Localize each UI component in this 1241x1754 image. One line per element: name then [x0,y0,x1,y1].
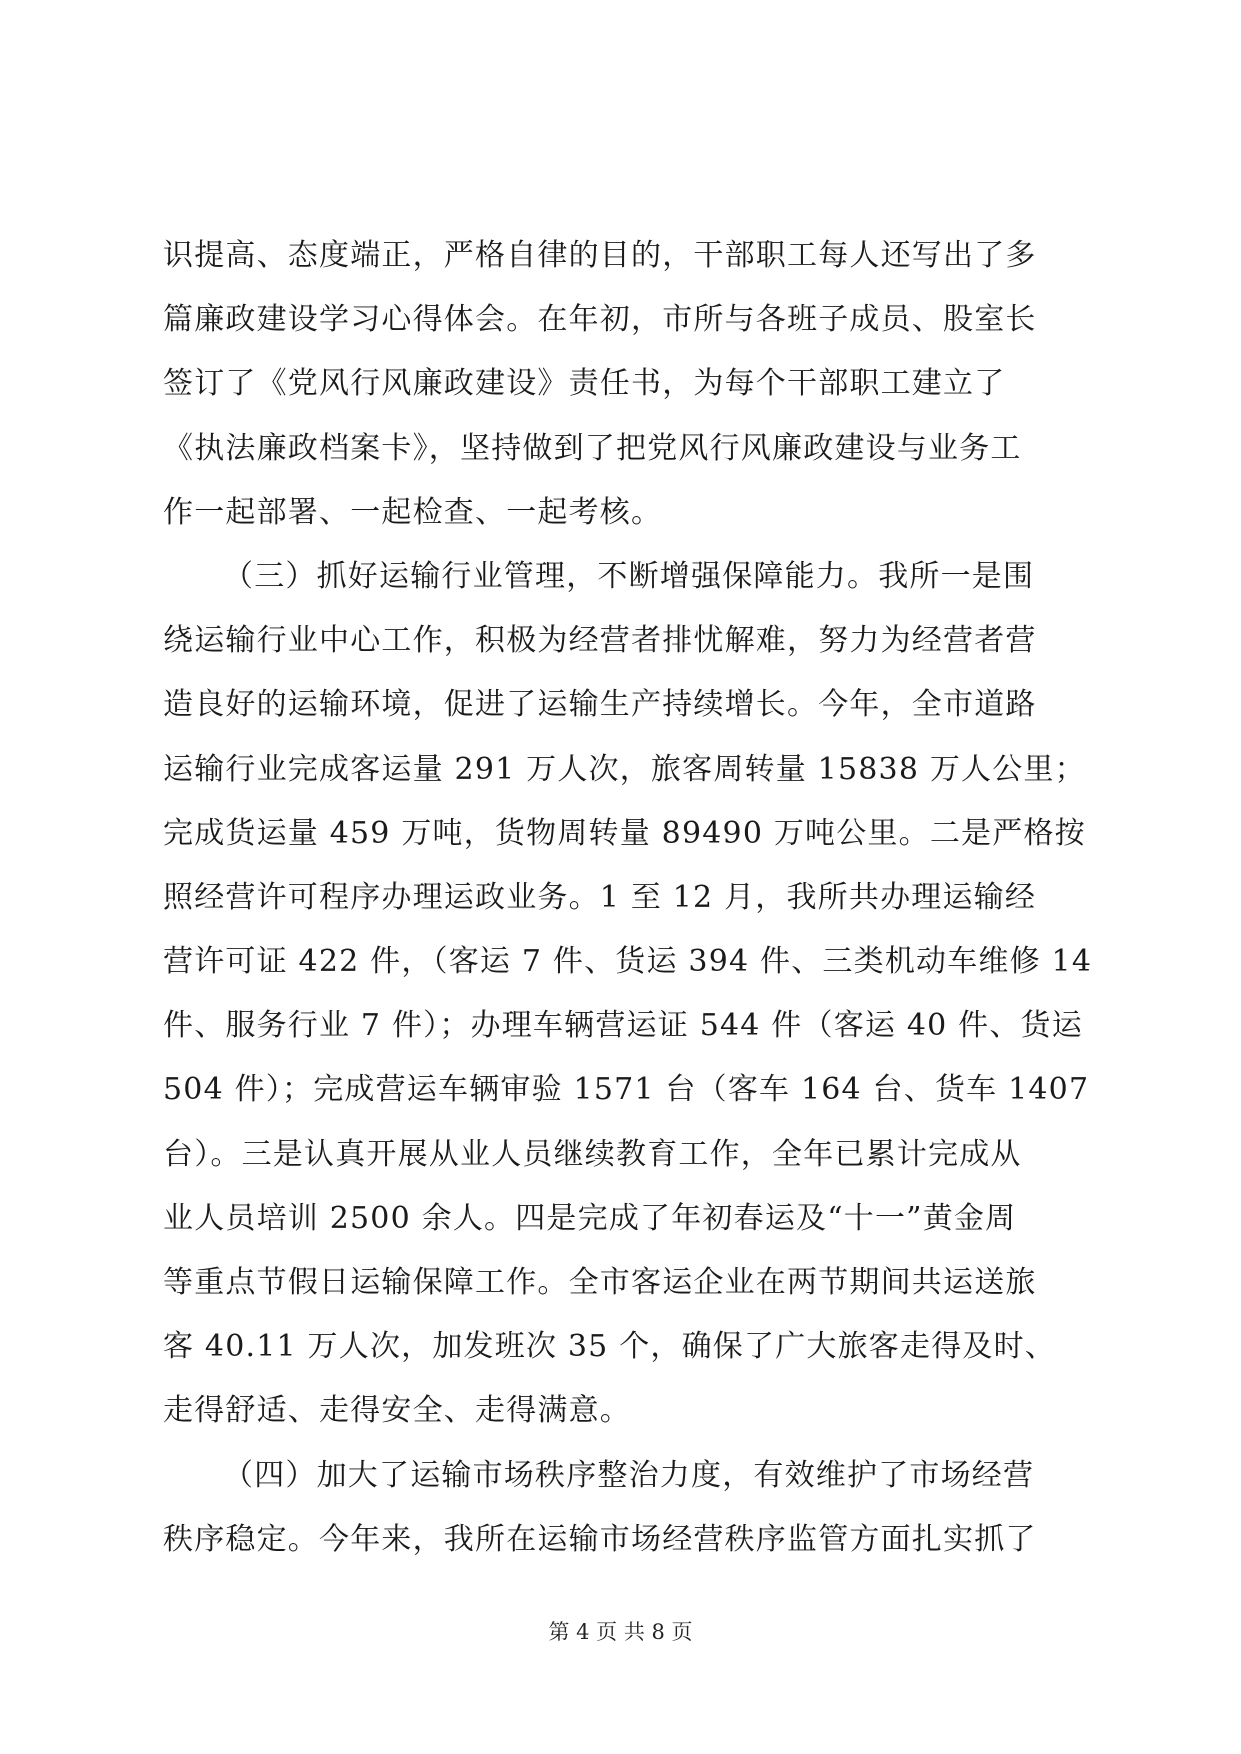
text-line: 客 40.11 万人次，加发班次 35 个，确保了广大旅客走得及时、 [163,1329,1057,1365]
text-line: 签订了《党风行风廉政建设》责任书，为每个干部职工建立了 [163,366,1006,402]
body-text [163,224,1093,1572]
text-line: 件、服务行业 7 件）；办理车辆营运证 544 件（客运 40 件、货运 [163,1008,1083,1044]
text-line: 篇廉政建设学习心得体会。在年初，市所与各班子成员、股室长 [163,302,1037,338]
text-line: 走得舒适、走得安全、走得满意。 [163,1393,631,1429]
text-line: 业人员培训 2500 余人。四是完成了年初春运及“十一”黄金周 [163,1200,1017,1236]
text-line: （四）加大了运输市场秩序整治力度，有效维护了市场经营 [223,1457,1035,1493]
text-line: 识提高、态度端正，严格自律的目的，干部职工每人还写出了多 [163,238,1037,273]
text-line: 等重点节假日运输保障工作。全市客运企业在两节期间共运送旅 [163,1265,1037,1300]
text-line: 绕运输行业中心工作，积极为经营者排忧解难，努力为经营者营 [163,623,1037,659]
text-line: 秩序稳定。今年来，我所在运输市场经营秩序监管方面扎实抓了 [163,1521,1037,1557]
text-line: 《执法廉政档案卡》，坚持做到了把党风行风廉政建设与业务工 [163,430,1022,466]
text-line: （三）抓好运输行业管理，不断增强保障能力。我所一是围 [223,558,1035,594]
text-line: 504 件）；完成营运车辆审验 1571 台（客车 164 台、货车 1407 [163,1072,1090,1108]
text-line: 作一起部署、一起检查、一起考核。 [163,494,663,530]
text-line: 照经营许可程序办理运政业务。1 至 12 月，我所共办理运输经 [163,879,1037,915]
text-line: 运输行业完成客运量 291 万人次，旅客周转量 15838 万人公里； [163,751,1086,787]
text-line: 造良好的运输环境，促进了运输生产持续增长。今年，全市道路 [163,687,1037,723]
text-line: 完成货运量 459 万吨，货物周转量 89490 万吨公里。二是严格按 [163,815,1086,851]
text-line: 营许可证 422 件，（客运 7 件、货运 394 件、三类机动车维修 14 [163,944,1093,980]
text-line: 台）。三是认真开展从业人员继续教育工作，全年已累计完成从 [163,1136,1022,1172]
page-footer: 第 4 页 共 8 页 [548,1620,693,1644]
